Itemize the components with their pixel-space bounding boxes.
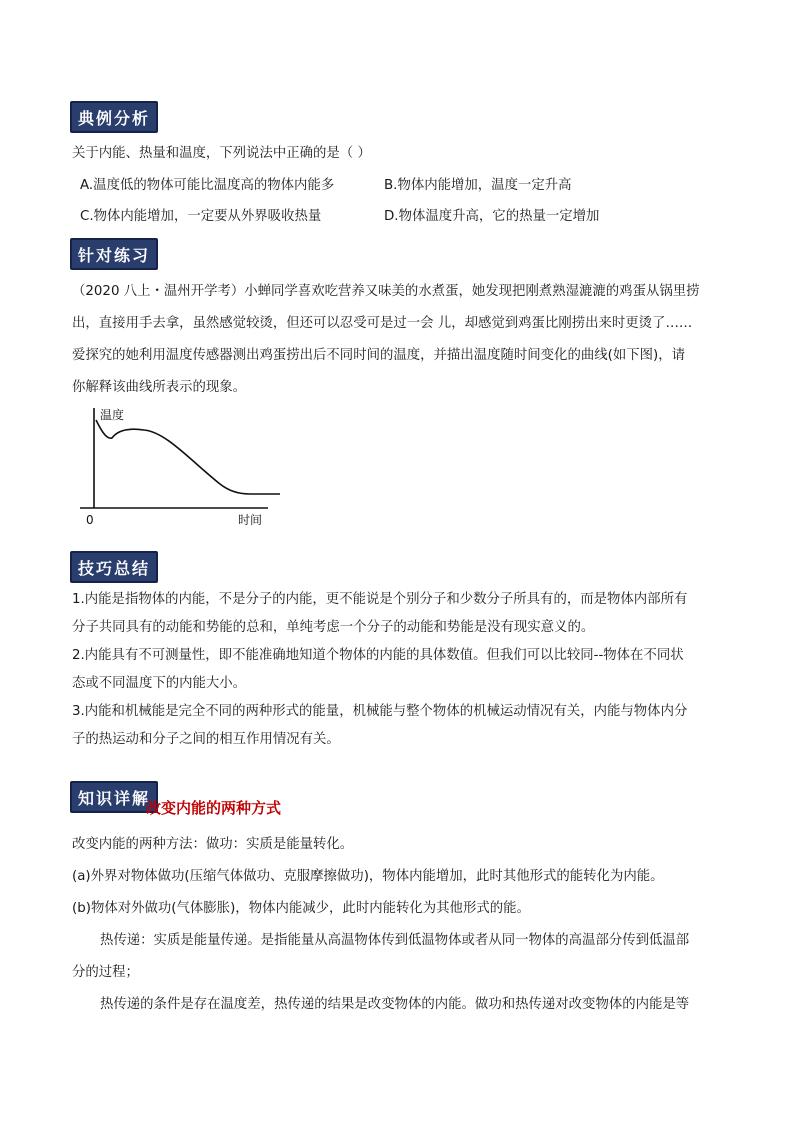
- knowledge-line-2: (a)外界对物体做功(压缩气体做功、克服摩擦做功)，物体内能增加，此时其他形式的能转化为内能。: [72, 869, 664, 884]
- knowledge-line-1: 改变内能的两种方法：做功：实质是能量转化。: [72, 837, 354, 852]
- knowledge-line-3: (b)物体对外做功(气体膨胀)，物体内能减少，此时内能转化为其他形式的能。: [72, 901, 530, 916]
- skills-line-4: 态或不同温度下的内能大小。: [72, 676, 247, 691]
- skills-line-3: 2.内能具有不可测量性，即不能准确地知道个物体的内能的具体数值。但我们可以比较同--物体在不同状: [72, 648, 684, 663]
- temperature-time-graph: [70, 400, 280, 530]
- skills-line-5: 3.内能和机械能是完全不同的两种形式的能量，机械能与整个物体的机械运动情况有关，内能与物体内分: [72, 704, 688, 719]
- practice-line-3: 爱探究的她利用温度传感器测出鸡蛋捞出后不同时间的温度，并描出温度随时间变化的曲线(如下图)，请: [72, 348, 686, 363]
- knowledge-line-4: 热传递：实质是能量传递。是指能量从高温物体传到低温物体或者从同一物体的高温部分传到低温部: [100, 933, 690, 948]
- practice-line-1: （2020 八上・温州开学考）小蝉同学喜欢吃营养又味美的水煮蛋，她发现把刚煮熟湿漉漉的鸡蛋从锅里捞: [72, 284, 700, 299]
- skills-line-1: 1.内能是指物体的内能，不是分子的内能，更不能说是个别分子和少数分子所具有的，而是物体内部所有: [72, 592, 688, 607]
- option-d: D.物体温度升高，它的热量一定增加: [384, 209, 600, 224]
- origin-label: 0: [86, 513, 94, 527]
- option-a: A.温度低的物体可能比温度高的物体内能多: [80, 178, 335, 193]
- knowledge-line-6: 热传递的条件是存在温度差，热传递的结果是改变物体的内能。做功和热传递对改变物体的内能是等: [100, 997, 690, 1012]
- knowledge-line-5: 分的过程；: [72, 965, 139, 980]
- y-axis-label: 温度: [100, 408, 125, 422]
- practice-line-4: 你解释该曲线所表示的现象。: [72, 380, 247, 395]
- practice-line-2: 出，直接用手去拿，虽然感觉较烫，但还可以忍受可是过一会 儿，却感觉到鸡蛋比刚捞出来时更烫了……: [72, 316, 693, 331]
- section-badge-example: 典例分析: [70, 101, 158, 133]
- skills-line-2: 分子共同具有的动能和势能的总和，单纯考虑一个分子的动能和势能是没有现实意义的。: [72, 620, 595, 635]
- section-badge-knowledge: 知识详解: [70, 781, 158, 813]
- example-question: 关于内能、热量和温度，下列说法中正确的是（ ）: [72, 146, 371, 161]
- option-b: B.物体内能增加，温度一定升高: [384, 178, 572, 193]
- x-axis-label: 时间: [238, 513, 263, 527]
- section-badge-skills: 技巧总结: [70, 551, 158, 583]
- knowledge-title: 改变内能的两种方式: [146, 799, 282, 817]
- section-badge-practice: 针对练习: [70, 238, 158, 270]
- temperature-curve: [96, 420, 280, 494]
- option-c: C.物体内能增加，一定要从外界吸收热量: [80, 209, 322, 224]
- skills-line-6: 子的热运动和分子之间的相互作用情况有关。: [72, 732, 340, 747]
